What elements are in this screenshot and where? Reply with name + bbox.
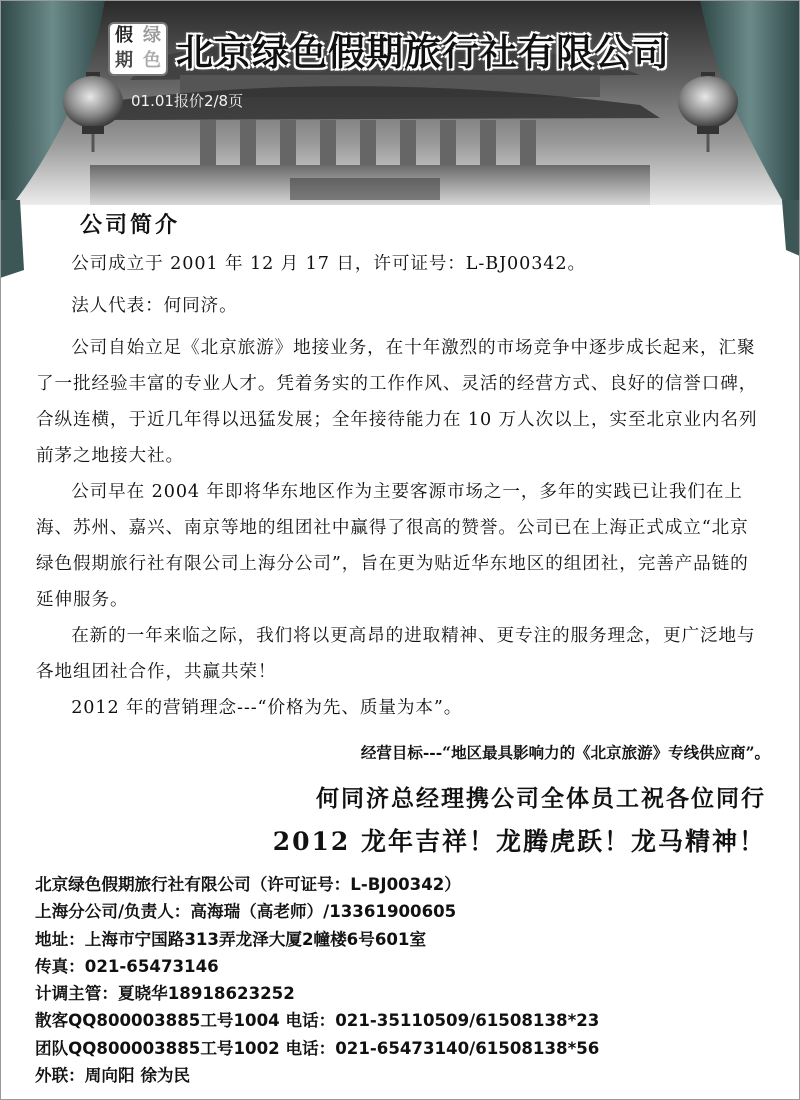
contact-company: 北京绿色假期旅行社有限公司（许可证号：L-BJ00342） [35,875,461,894]
marketing-line: 2012 年的营销理念---“价格为先、质量为本”。 [71,698,463,718]
contact-liaison: 外联：周向阳 徐为民 [35,1066,191,1086]
contact-fax: 传真：021-65473146 [35,956,219,976]
greeting-line: 何同济总经理携公司全体员工祝各位同行 [316,785,766,812]
contact-planner: 计调主管：夏晓华18918623252 [35,984,295,1004]
contact-group: 团队QQ800003885工号1002 电话：021-65473140/61508138*56 [35,1038,600,1058]
contact-branch: 上海分公司/负责人：高海瑞（高老师）/13361900605 [35,902,457,922]
page-label: 01.01报价2/8页 [131,92,244,110]
legal-rep-line: 法人代表：何同济。 [71,296,238,316]
section-heading: 公司简介 [80,212,181,238]
para-history: 公司自始立足《北京旅游》地接业务，在十年激烈的市场竞争中逐步成长起来，汇聚了一批经验丰富的专业人才。凭着务实的工作作风、灵活的经营方式、良好的信誉口碑，合纵连横，于近几年得以迅猛发展；全年接待能力在 10 万人次以上，实至北京业内名列前茅之地接大社。 [36,338,758,466]
business-goal: 经营目标---“地区最具影响力的《北京旅游》专线供应商”。 [360,743,770,762]
intro-body [36,246,766,726]
new-year-slogan: 2012 龙年吉祥！龙腾虎跃！龙马精神！ [272,827,766,856]
company-title: 北京绿色假期旅行社有限公司 [176,31,670,74]
contact-block [35,871,775,1089]
established-line: 公司成立于 2001 年 12 月 17 日，许可证号：L-BJ00342。 [71,254,586,274]
para-new-year: 在新的一年来临之际，我们将以更高昂的进取精神、更专注的服务理念，更广泛地与各地组团社合作，共赢共荣！ [36,626,756,682]
para-east-china: 公司早在 2004 年即将华东地区作为主要客源市场之一，多年的实践已让我们在上海、苏州、嘉兴、南京等地的组团社中赢得了很高的赞誉。公司已在上海正式成立“北京绿色假期旅行社有限公司上海分公司”，旨在更为贴近华东地区的组团社，完善产品链的延伸服务。 [36,482,749,610]
company-logo: 假 绿 期 色 [108,22,168,76]
contact-individual: 散客QQ800003885工号1004 电话：021-35110509/61508138*23 [35,1011,600,1031]
contact-address: 地址：上海市宁国路313弄龙泽大厦2幢楼6号601室 [35,929,427,949]
